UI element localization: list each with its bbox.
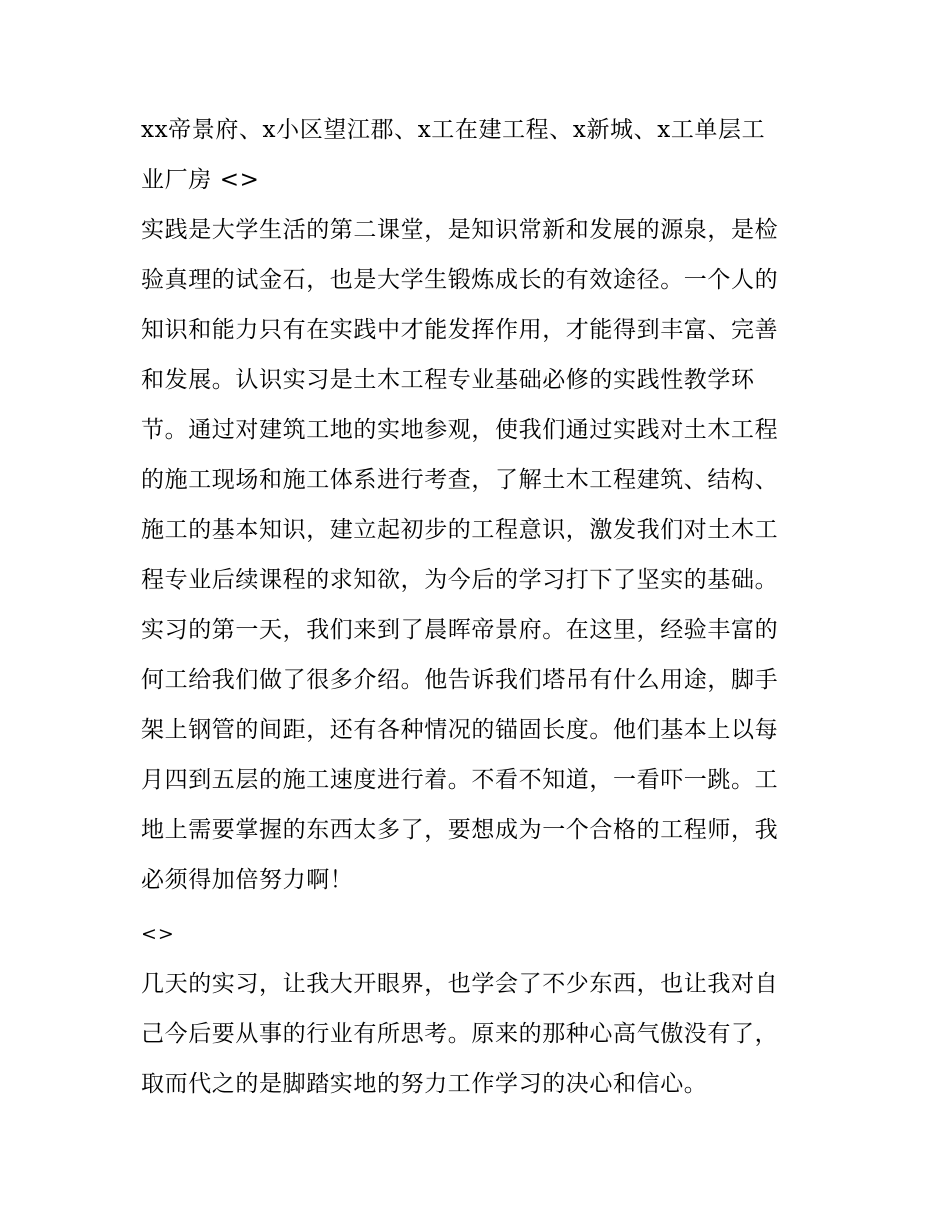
text-line: 几天的实习，让我大开眼界，也学会了不少东西，也让我对自 <box>141 971 779 997</box>
text-line: 何工给我们做了很多介绍。他告诉我们塔吊有什么用途，脚手 <box>141 667 779 693</box>
text-line: <> <box>141 923 175 945</box>
text-line: 实习的第一天，我们来到了晨晖帝景府。在这里，经验丰富的 <box>141 617 779 643</box>
text-line: 和发展。认识实习是土木工程专业基础必修的实践性教学环 <box>141 367 755 393</box>
text-line: 施工的基本知识，建立起初步的工程意识，激发我们对土木工 <box>141 517 779 543</box>
text-line: 月四到五层的施工速度进行着。不看不知道，一看吓一跳。工 <box>141 767 779 793</box>
text-line: 节。通过对建筑工地的实地参观，使我们通过实践对土木工程 <box>141 417 779 443</box>
text-line: 验真理的试金石，也是大学生锻炼成长的有效途径。一个人的 <box>141 267 779 293</box>
text-line: 己今后要从事的行业有所思考。原来的那种心高气傲没有了， <box>141 1021 779 1047</box>
text-line: xx帝景府、x小区望江郡、x工在建工程、x新城、x工单层工 <box>141 117 766 143</box>
text-line: 知识和能力只有在实践中才能发挥作用，才能得到丰富、完善 <box>141 317 779 343</box>
text-line: 架上钢管的间距，还有各种情况的锚固长度。他们基本上以每 <box>141 717 779 743</box>
text-line: 必须得加倍努力啊！ <box>141 867 354 893</box>
text-line: 的施工现场和施工体系进行考查，了解土木工程建筑、结构、 <box>141 467 779 493</box>
text-line: 地上需要掌握的东西太多了，要想成为一个合格的工程师，我 <box>141 817 779 843</box>
text-line: 实践是大学生活的第二课堂，是知识常新和发展的源泉，是检 <box>141 217 779 243</box>
text-line: 业厂房 <> <box>141 167 260 193</box>
text-line: 取而代之的是脚踏实地的努力工作学习的决心和信心。 <box>141 1071 708 1097</box>
text-line: 程专业后续课程的求知欲，为今后的学习打下了坚实的基础。 <box>141 567 779 593</box>
